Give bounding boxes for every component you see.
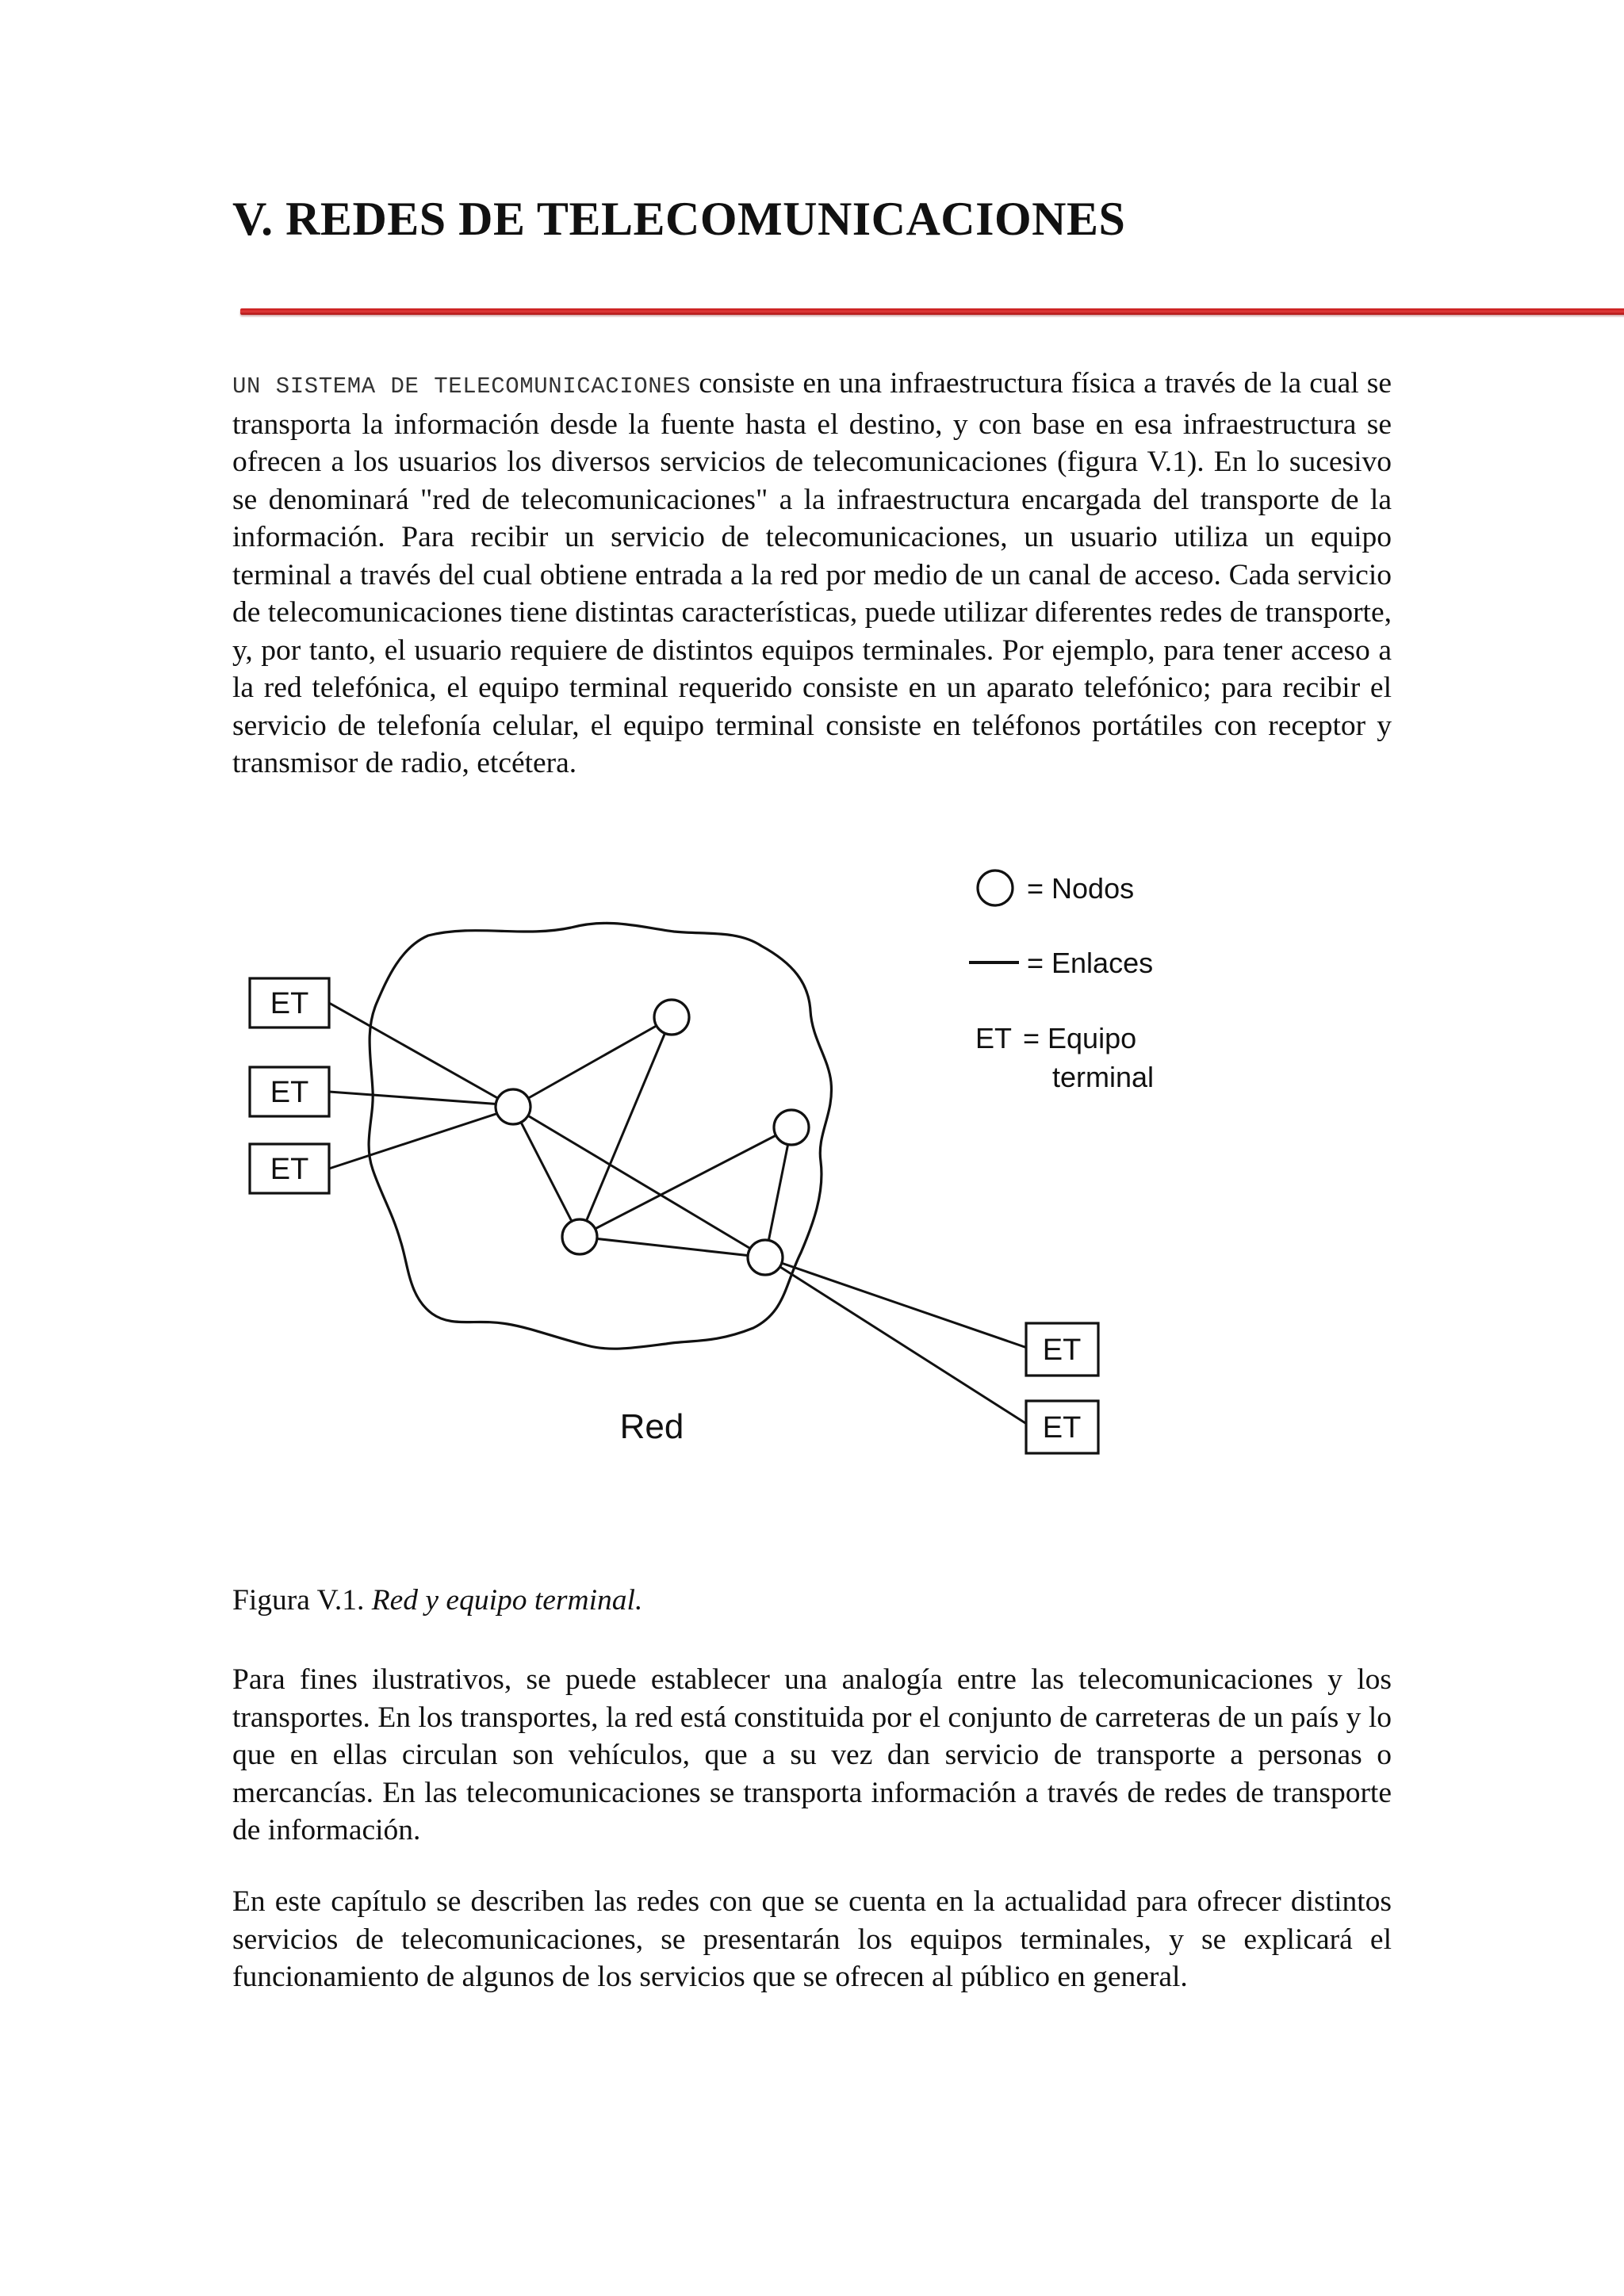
intro-paragraph-text: consiste en una infraestructura física a través de la cual se transporta la información desde la fuente hasta el destino, y con base en esa infraestructura se ofrecen a los usuarios los diversos servicios de telecomunicaciones (figura V.1). En lo sucesivo se denominará "red de telecomunicaciones" a la infraestructura encargada del transporte de la información. Para recibir un servicio de telecomunicaciones, un usuario utiliza un equipo terminal a través del cual obtiene entrada a la red por medio de un canal de acceso. Cada servicio de telecomunicaciones tiene distintas características, puede utilizar diferentes redes de transporte, y, por tanto, el usuario requiere de distintos equipos terminales. Por ejemplo, para tener acceso a la red telefónica, el equipo terminal requerido consiste en un aparato telefónico; para recibir el servicio de telefonía celular, el equipo terminal consiste en teléfonos portátiles con receptor y transmisor de radio, etcétera.	[232, 367, 1392, 779]
legend-et-label-line1: = Equipo	[1023, 1022, 1137, 1054]
terminal-label: ET	[270, 1076, 309, 1109]
link	[580, 1127, 791, 1237]
terminal-label: ET	[270, 987, 309, 1020]
node	[654, 1000, 689, 1035]
chapter-overview-paragraph: En este capítulo se describen las redes con que se cuenta en la actualidad para ofrecer distintos servicios de telecomunicaciones, se presentarán los equipos terminales, y se explicará el funcionamiento de algunos de los servicios que se ofrecen al público en general.	[232, 1885, 1392, 1993]
network-diagram	[238, 852, 1189, 1487]
terminal-label: ET	[1042, 1411, 1082, 1445]
terminal-equipment-right	[1026, 1323, 1098, 1453]
link	[765, 1257, 1032, 1349]
node	[774, 1110, 809, 1145]
network-figure	[238, 852, 1189, 1487]
legend-et-key: ET	[975, 1022, 1013, 1054]
network-cloud	[369, 923, 831, 1349]
link	[513, 1017, 672, 1107]
network-links	[329, 1003, 1032, 1427]
legend-node-symbol	[978, 871, 1013, 905]
figure-caption	[232, 1582, 642, 1620]
figure-caption-title: Red y equipo terminal.	[371, 1584, 643, 1617]
page-title: V. REDES DE TELECOMUNICACIONES	[232, 193, 1126, 245]
figure-caption-prefix: Figura V.1.	[232, 1584, 372, 1617]
analogy-paragraph: Para fines ilustrativos, se puede establecer una analogía entre las telecomunicaciones y los transportes. En los transportes, la red está constituida por el conjunto de carreteras de un país y lo que en ellas circulan son vehículos, que a su vez dan servicio de transporte a personas o mercancías. En las telecomunicaciones se transporta información a través de redes de transporte de información.	[232, 1663, 1392, 1846]
terminal-label: ET	[1042, 1334, 1082, 1367]
node	[562, 1219, 597, 1254]
network-nodes	[496, 1000, 809, 1275]
link	[765, 1257, 1032, 1427]
link	[580, 1017, 672, 1237]
title-divider	[240, 308, 1624, 315]
link	[329, 1092, 513, 1105]
legend-nodes-label: = Nodos	[1027, 872, 1135, 905]
node	[496, 1089, 530, 1124]
node	[748, 1240, 783, 1275]
terminal-equipment-left	[250, 978, 329, 1193]
legend-links-label: = Enlaces	[1027, 947, 1154, 979]
intro-lead-in: UN SISTEMA DE TELECOMUNICACIONES	[232, 373, 691, 400]
intro-paragraph	[232, 365, 1392, 783]
link	[765, 1127, 791, 1257]
figure-legend	[969, 871, 1154, 1093]
legend-et-label-line2: terminal	[1052, 1061, 1155, 1093]
link	[329, 1108, 513, 1169]
terminal-label: ET	[270, 1153, 309, 1186]
network-label: Red	[619, 1407, 684, 1446]
link	[329, 1003, 513, 1107]
